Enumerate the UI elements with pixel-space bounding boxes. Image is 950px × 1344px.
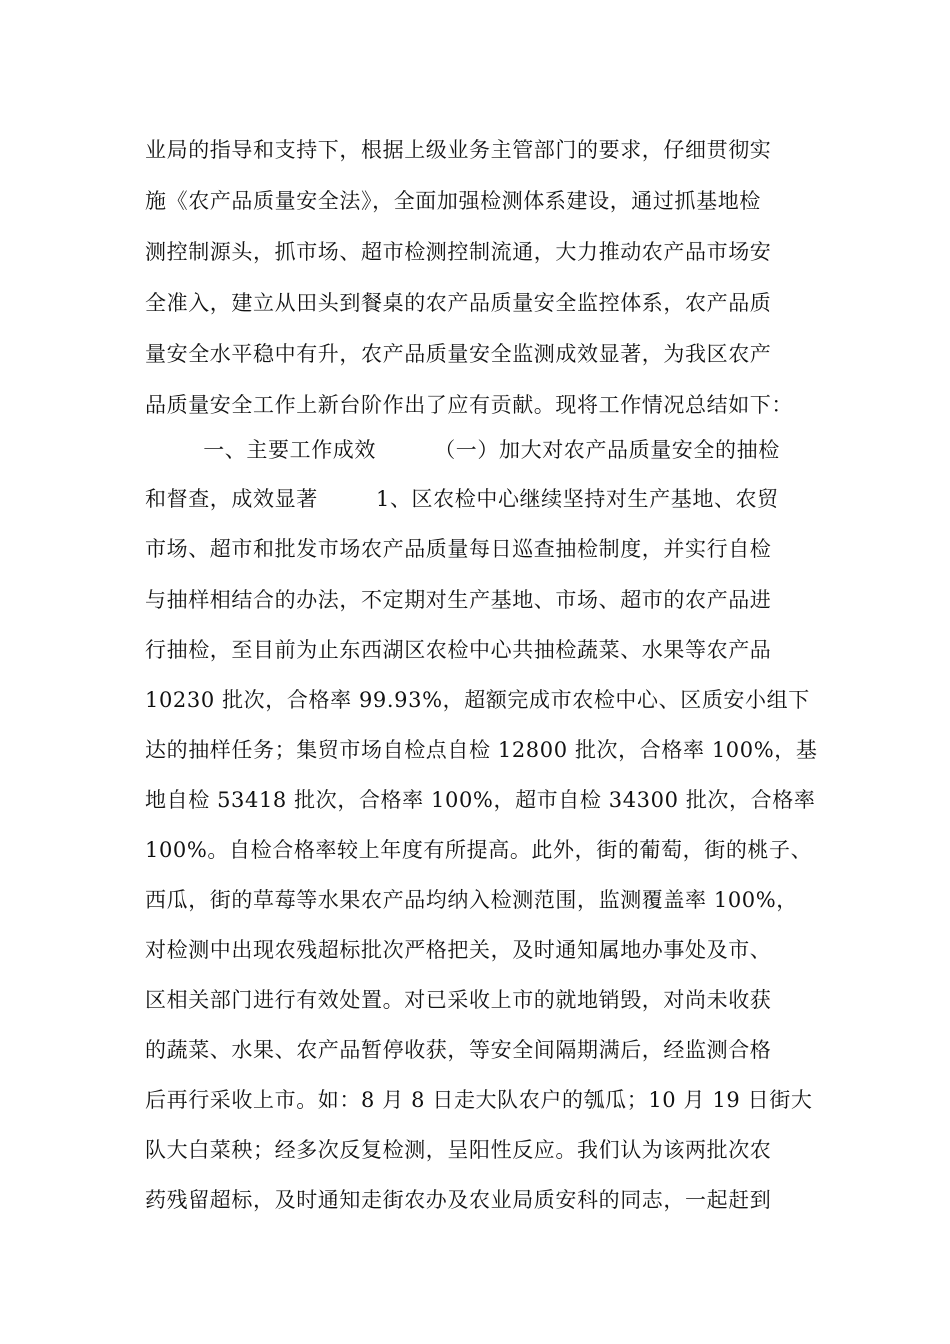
text-line: 市场、超市和批发市场农产品质量每日巡查抽检制度，并实行自检 — [145, 537, 772, 561]
text-line: 的蔬菜、水果、农产品暂停收获，等安全间隔期满后，经监测合格 — [145, 1038, 772, 1062]
text-line: 业局的指导和支持下，根据上级业务主管部门的要求，仔细贯彻实 — [145, 138, 772, 162]
text-line: 达的抽样任务；集贸市场自检点自检 12800 批次，合格率 100%，基 — [145, 738, 818, 762]
text-line: 量安全水平稳中有升，农产品质量安全监测成效显著，为我区农产 — [145, 342, 772, 366]
text-line: 地自检 53418 批次，合格率 100%，超市自检 34300 批次，合格率 — [145, 788, 816, 812]
text-line: 全准入，建立从田头到餐桌的农产品质量安全监控体系，农产品质 — [145, 291, 772, 315]
text-line: 品质量安全工作上新台阶作出了应有贡献。现将工作情况总结如下： — [145, 393, 793, 417]
text-line: 测控制源头，抓市场、超市检测控制流通，大力推动农产品市场安 — [145, 240, 772, 264]
text-line: 100%。自检合格率较上年度有所提高。此外，街的葡萄，街的桃子、 — [145, 838, 813, 862]
text-line: 后再行采收上市。如：8 月 8 日走大队农户的瓠瓜；10 月 19 日街大 — [145, 1088, 813, 1112]
text-line: 西瓜，街的草莓等水果农产品均纳入检测范围，监测覆盖率 100%， — [145, 888, 798, 912]
text-line: 与抽样相结合的办法，不定期对生产基地、市场、超市的农产品进 — [145, 588, 772, 612]
text-line: 区相关部门进行有效处置。对已采收上市的就地销毁，对尚未收获 — [145, 988, 772, 1012]
text-line: 10230 批次，合格率 99.93%，超额完成市农检中心、区质安小组下 — [145, 688, 810, 712]
section-heading-line: 一、主要工作成效 （一）加大对农产品质量安全的抽检 — [145, 438, 780, 462]
text-line: 队大白菜秧；经多次反复检测，呈阳性反应。我们认为该两批次农 — [145, 1138, 772, 1162]
text-line: 药残留超标，及时通知走街农办及农业局质安科的同志，一起赶到 — [145, 1188, 772, 1212]
text-line: 行抽检，至目前为止东西湖区农检中心共抽检蔬菜、水果等农产品 — [145, 638, 772, 662]
text-line: 施《农产品质量安全法》，全面加强检测体系建设，通过抓基地检 — [145, 189, 761, 213]
text-line: 对检测中出现农残超标批次严格把关，及时通知属地办事处及市、 — [145, 938, 772, 962]
text-line: 和督查，成效显著 1、区农检中心继续坚持对生产基地、农贸 — [145, 487, 779, 511]
